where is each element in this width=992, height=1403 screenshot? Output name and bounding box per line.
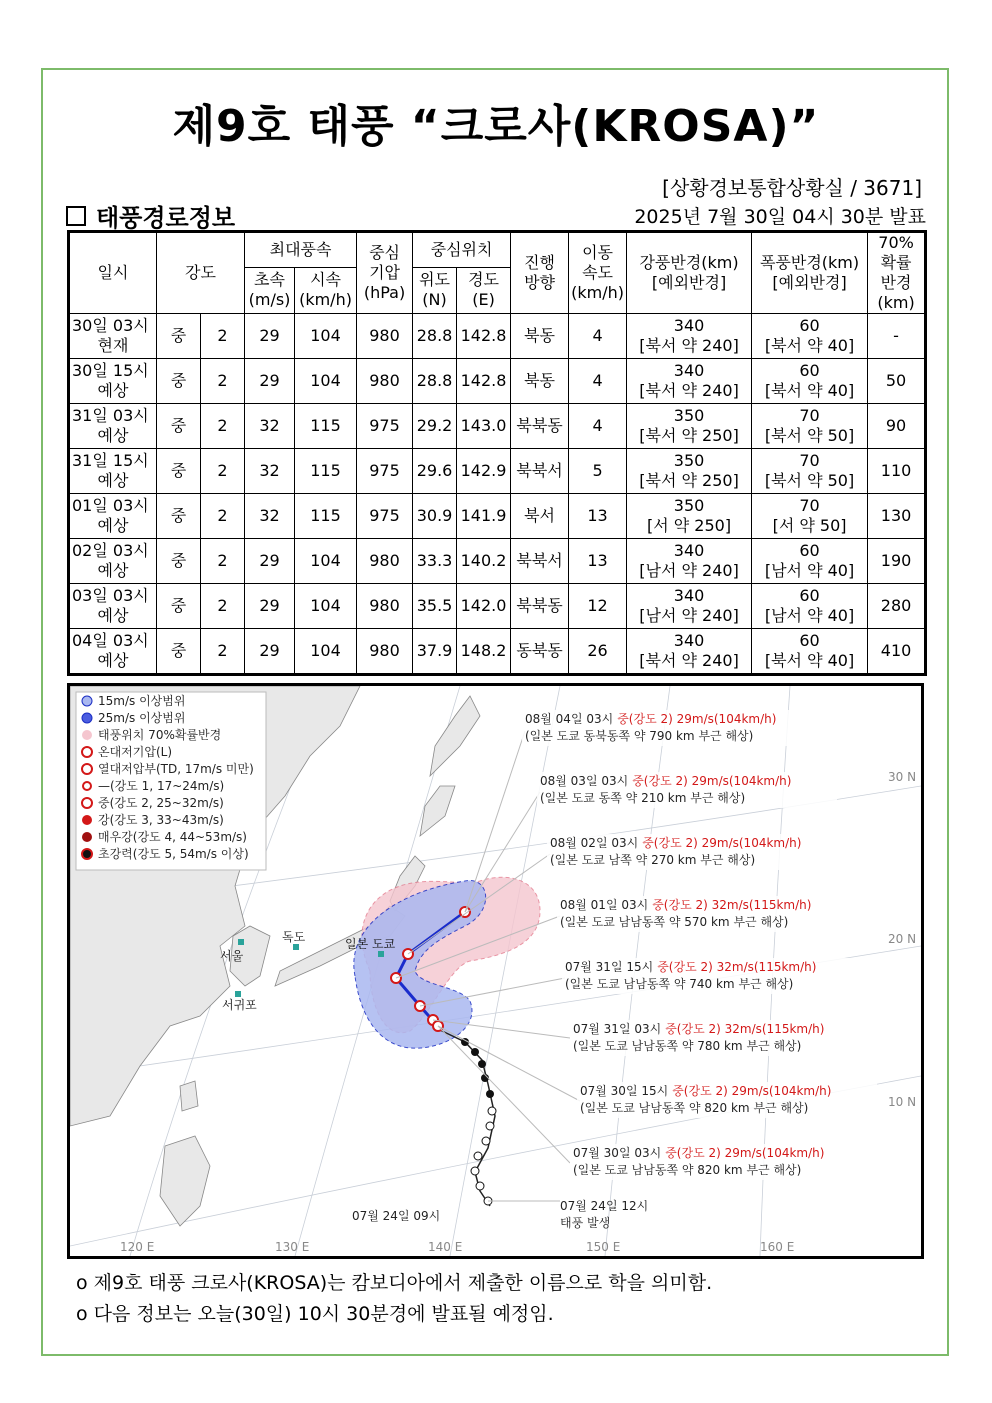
- cell-dir: 북동: [511, 359, 569, 404]
- cell-dir: 북북동: [511, 404, 569, 449]
- cell-hpa: 980: [357, 539, 413, 584]
- legend-item: 매우강(강도 4, 44~53m/s): [98, 830, 247, 844]
- cell-prob: 130: [868, 494, 926, 539]
- cell-lon: 142.8: [457, 359, 511, 404]
- annotation-desc: (일본 도쿄 남남동쪽 약 820 km 부근 해상): [573, 1163, 802, 1177]
- cell-grade: 2: [201, 449, 245, 494]
- lat-label-20: 20 N: [888, 932, 917, 946]
- cell-grade: 2: [201, 584, 245, 629]
- cell-speed: 4: [569, 404, 627, 449]
- cell-speed: 4: [569, 359, 627, 404]
- cell-storm-radius: 60 [남서 약 40]: [752, 539, 868, 584]
- genesis-label: 태풍 발생: [560, 1216, 611, 1230]
- cell-storm-radius: 60 [북서 약 40]: [752, 314, 868, 359]
- annotation-line1: [560, 897, 811, 912]
- cell-speed: 13: [569, 494, 627, 539]
- annotation-time: 08월 04일 03시: [525, 712, 614, 726]
- annotation-desc: (일본 도쿄 남남동쪽 약 740 km 부근 해상): [565, 977, 794, 991]
- cell-strong-radius: 350 [북서 약 250]: [627, 404, 752, 449]
- cell-storm-radius: 60 [남서 약 40]: [752, 584, 868, 629]
- cell-strong-radius: 340 [북서 약 240]: [627, 629, 752, 675]
- cell-lon: 141.9: [457, 494, 511, 539]
- annotation-time: 08월 03일 03시: [540, 774, 629, 788]
- legend-item: 온대저기압(L): [98, 745, 173, 759]
- cell-strong-radius: 350 [서 약 250]: [627, 494, 752, 539]
- header-speed: 이동 속도 (km/h): [569, 232, 627, 314]
- cell-storm-radius: 70 [북서 약 50]: [752, 404, 868, 449]
- cell-lon: 142.8: [457, 314, 511, 359]
- cell-prob: 410: [868, 629, 926, 675]
- header-wind-ms: 초속 (m/s): [245, 267, 295, 313]
- header-pressure: 중심 기압 (hPa): [357, 232, 413, 314]
- annotation-time: 07월 31일 15시: [565, 960, 654, 974]
- cell-hpa: 975: [357, 404, 413, 449]
- table-row: [69, 584, 926, 629]
- table-row: [69, 629, 926, 675]
- cell-speed: 12: [569, 584, 627, 629]
- cell-grade: 2: [201, 314, 245, 359]
- cell-strong-radius: 350 [북서 약 250]: [627, 449, 752, 494]
- cell-intensity: 중: [157, 584, 201, 629]
- cell-datetime: 31일 03시 예상: [69, 404, 157, 449]
- cell-datetime: 01일 03시 예상: [69, 494, 157, 539]
- annotation-line1: [580, 1083, 831, 1098]
- cell-lon: 142.0: [457, 584, 511, 629]
- start-label: 07월 24일 09시: [352, 1209, 441, 1223]
- annotation-desc: (일본 도쿄 동북동쪽 약 790 km 부근 해상): [525, 729, 754, 743]
- table-row: [69, 314, 926, 359]
- cell-intensity: 중: [157, 359, 201, 404]
- announcement-time: 2025년 7월 30일 04시 30분 발표: [634, 206, 926, 228]
- cell-hpa: 980: [357, 629, 413, 675]
- cell-storm-radius: 60 [북서 약 40]: [752, 359, 868, 404]
- cell-speed: 13: [569, 539, 627, 584]
- annotation-grade: 중(강도 2) 29m/s(104km/h): [632, 774, 792, 788]
- annotation-line1: [565, 959, 816, 974]
- genesis-time: 07월 24일 12시: [560, 1199, 649, 1213]
- cell-datetime: 04일 03시 예상: [69, 629, 157, 675]
- annotation-time: 08월 01일 03시: [560, 898, 649, 912]
- cell-dir: 북북동: [511, 584, 569, 629]
- annotation-grade: 중(강도 2) 32m/s(115km/h): [665, 1022, 825, 1036]
- place-dokdo: 독도: [282, 930, 306, 944]
- cell-strong-radius: 340 [남서 약 240]: [627, 539, 752, 584]
- cell-lon: 148.2: [457, 629, 511, 675]
- annotation-grade: 중(강도 2) 29m/s(104km/h): [617, 712, 777, 726]
- header-strong-radius: 강풍반경(km) [예외반경]: [627, 232, 752, 314]
- lat-label-10: 10 N: [888, 1095, 917, 1109]
- cell-intensity: 중: [157, 449, 201, 494]
- section-title-text: 태풍경로정보: [96, 204, 236, 232]
- cell-prob: -: [868, 314, 926, 359]
- cell-prob: 190: [868, 539, 926, 584]
- annotation-desc: (일본 도쿄 남남동쪽 약 570 km 부근 해상): [560, 915, 789, 929]
- header-max-wind: 최대풍속: [245, 232, 357, 268]
- cell-lat: 35.5: [413, 584, 457, 629]
- notes: [76, 1268, 712, 1330]
- annotation-grade: 중(강도 2) 29m/s(104km/h): [642, 836, 802, 850]
- cell-lat: 29.2: [413, 404, 457, 449]
- map-svg: [70, 686, 921, 1256]
- cell-intensity: 중: [157, 404, 201, 449]
- cell-datetime: 30일 15시 예상: [69, 359, 157, 404]
- cell-lat: 37.9: [413, 629, 457, 675]
- cell-dir: 동북동: [511, 629, 569, 675]
- cell-ms: 29: [245, 539, 295, 584]
- typhoon-track-table: [67, 230, 927, 676]
- cell-datetime: 03일 03시 예상: [69, 584, 157, 629]
- cell-intensity: 중: [157, 539, 201, 584]
- cell-dir: 북북서: [511, 539, 569, 584]
- lat-label-30: 30 N: [888, 770, 917, 784]
- cell-ms: 29: [245, 359, 295, 404]
- cell-hpa: 975: [357, 449, 413, 494]
- cell-hpa: 980: [357, 314, 413, 359]
- cell-lat: 33.3: [413, 539, 457, 584]
- annotation-line1: [573, 1145, 824, 1160]
- annotation-line1: [550, 835, 801, 850]
- cell-kmh: 104: [295, 314, 357, 359]
- lon-label-150: 150 E: [586, 1240, 621, 1254]
- table-row: [69, 494, 926, 539]
- cell-speed: 4: [569, 314, 627, 359]
- legend-item: 강(강도 3, 33~43m/s): [98, 813, 224, 827]
- annotation-desc: (일본 도쿄 남쪽 약 270 km 부근 해상): [550, 853, 756, 867]
- cell-kmh: 104: [295, 629, 357, 675]
- cell-speed: 26: [569, 629, 627, 675]
- legend-item: 25m/s 이상범위: [98, 711, 186, 725]
- cell-lon: 143.0: [457, 404, 511, 449]
- header-direction: 진행 방향: [511, 232, 569, 314]
- table-header-row: [69, 232, 926, 268]
- legend-item: 태풍위치 70%확률반경: [98, 728, 222, 742]
- cell-storm-radius: 70 [서 약 50]: [752, 494, 868, 539]
- cell-hpa: 980: [357, 584, 413, 629]
- place-tokyo: 일본 도쿄: [345, 937, 396, 951]
- cell-kmh: 104: [295, 359, 357, 404]
- lon-label-160: 160 E: [760, 1240, 795, 1254]
- cell-ms: 29: [245, 629, 295, 675]
- annotation-line1: [573, 1021, 824, 1036]
- cell-grade: 2: [201, 404, 245, 449]
- cell-ms: 29: [245, 584, 295, 629]
- department-label: [상황경보통합상황실 / 3671]: [662, 176, 922, 200]
- cell-ms: 32: [245, 449, 295, 494]
- cell-ms: 29: [245, 314, 295, 359]
- annotation-line1: [540, 773, 791, 788]
- cell-intensity: 중: [157, 314, 201, 359]
- annotation-desc: (일본 도쿄 동쪽 약 210 km 부근 해상): [540, 791, 746, 805]
- annotation-time: 08월 02일 03시: [550, 836, 639, 850]
- cell-strong-radius: 340 [남서 약 240]: [627, 584, 752, 629]
- cell-storm-radius: 60 [북서 약 40]: [752, 629, 868, 675]
- cell-kmh: 115: [295, 449, 357, 494]
- lon-label-140: 140 E: [428, 1240, 463, 1254]
- place-seogwipo: 서귀포: [222, 998, 257, 1012]
- legend-item: —(강도 1, 17~24m/s): [98, 779, 225, 793]
- header-datetime: 일시: [69, 232, 157, 314]
- cell-lon: 142.9: [457, 449, 511, 494]
- cell-prob: 110: [868, 449, 926, 494]
- page-title: 제9호 태풍 “크로사(KROSA)”: [172, 101, 820, 152]
- cell-strong-radius: 340 [북서 약 240]: [627, 314, 752, 359]
- cell-kmh: 115: [295, 404, 357, 449]
- annotation-grade: 중(강도 2) 32m/s(115km/h): [657, 960, 817, 974]
- cell-kmh: 104: [295, 584, 357, 629]
- annotation-time: 07월 30일 15시: [580, 1084, 669, 1098]
- legend-item: 15m/s 이상범위: [98, 694, 186, 708]
- table-row: [69, 359, 926, 404]
- table-row: [69, 404, 926, 449]
- annotation-grade: 중(강도 2) 29m/s(104km/h): [672, 1084, 832, 1098]
- typhoon-track-map: [67, 683, 924, 1259]
- cell-intensity: 중: [157, 629, 201, 675]
- cell-dir: 북동: [511, 314, 569, 359]
- header-prob: 70% 확률 반경 (km): [868, 232, 926, 314]
- cell-strong-radius: 340 [북서 약 240]: [627, 359, 752, 404]
- cell-grade: 2: [201, 629, 245, 675]
- cell-lat: 30.9: [413, 494, 457, 539]
- legend-item: 초강력(강도 5, 54m/s 이상): [98, 847, 249, 861]
- note-item: o 다음 정보는 오늘(30일) 10시 30분경에 발표될 예정임.: [76, 1303, 554, 1325]
- header-intensity: 강도: [157, 232, 245, 314]
- cell-prob: 280: [868, 584, 926, 629]
- cell-datetime: 31일 15시 예상: [69, 449, 157, 494]
- cell-lat: 28.8: [413, 359, 457, 404]
- header-storm-radius: 폭풍반경(km) [예외반경]: [752, 232, 868, 314]
- header-lat: 위도 (N): [413, 267, 457, 313]
- note-item: o 제9호 태풍 크로사(KROSA)는 캄보디아에서 제출한 이름으로 학을 의미함.: [76, 1272, 713, 1294]
- cell-ms: 32: [245, 494, 295, 539]
- cell-datetime: 30일 03시 현재: [69, 314, 157, 359]
- cell-grade: 2: [201, 539, 245, 584]
- legend-item: 열대저압부(TD, 17m/s 미만): [98, 762, 254, 776]
- cell-speed: 5: [569, 449, 627, 494]
- checkbox-icon: [66, 206, 86, 226]
- cell-hpa: 980: [357, 359, 413, 404]
- header-lon: 경도 (E): [457, 267, 511, 313]
- table-row: [69, 539, 926, 584]
- annotation-grade: 중(강도 2) 29m/s(104km/h): [665, 1146, 825, 1160]
- annotation-desc: (일본 도쿄 남남동쪽 약 780 km 부근 해상): [573, 1039, 802, 1053]
- annotation-time: 07월 30일 03시: [573, 1146, 662, 1160]
- cell-storm-radius: 70 [북서 약 50]: [752, 449, 868, 494]
- cell-kmh: 104: [295, 539, 357, 584]
- cell-grade: 2: [201, 359, 245, 404]
- lon-label-120: 120 E: [120, 1240, 155, 1254]
- cell-prob: 50: [868, 359, 926, 404]
- cell-lon: 140.2: [457, 539, 511, 584]
- cell-ms: 32: [245, 404, 295, 449]
- table-row: [69, 449, 926, 494]
- place-seoul: 서울: [220, 949, 244, 963]
- cell-hpa: 975: [357, 494, 413, 539]
- cell-lat: 29.6: [413, 449, 457, 494]
- cell-intensity: 중: [157, 494, 201, 539]
- header-center: 중심위치: [413, 232, 511, 268]
- cell-kmh: 115: [295, 494, 357, 539]
- annotation-line1: [525, 711, 776, 726]
- legend-item: 중(강도 2, 25~32m/s): [98, 796, 224, 810]
- cell-dir: 북북서: [511, 449, 569, 494]
- header-wind-kmh: 시속 (km/h): [295, 267, 357, 313]
- cell-datetime: 02일 03시 예상: [69, 539, 157, 584]
- annotation-desc: (일본 도쿄 남남동쪽 약 820 km 부근 해상): [580, 1101, 809, 1115]
- annotation-grade: 중(강도 2) 32m/s(115km/h): [652, 898, 812, 912]
- annotation-time: 07월 31일 03시: [573, 1022, 662, 1036]
- cell-grade: 2: [201, 494, 245, 539]
- cell-lat: 28.8: [413, 314, 457, 359]
- cell-prob: 90: [868, 404, 926, 449]
- section-title: [66, 198, 235, 233]
- lon-label-130: 130 E: [275, 1240, 310, 1254]
- cell-dir: 북서: [511, 494, 569, 539]
